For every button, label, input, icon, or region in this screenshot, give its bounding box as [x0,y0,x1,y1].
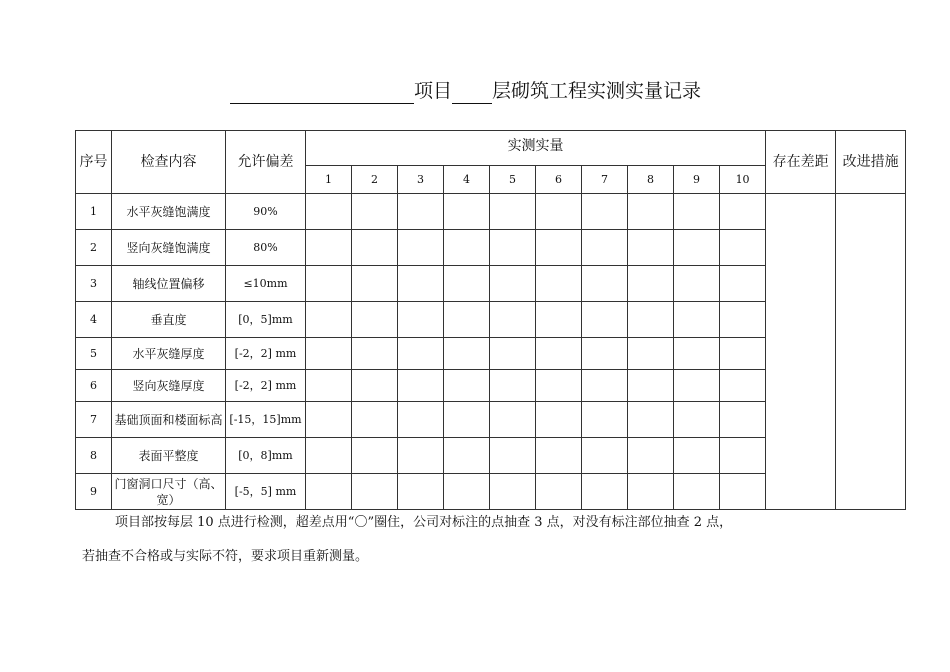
header-tolerance: 允许偏差 [226,131,306,194]
header-measured: 实测实量 [306,131,766,166]
table-row [76,194,906,230]
measurement-cell[interactable] [674,230,720,266]
title-part1: 项目 [414,80,453,102]
measurement-cell[interactable] [306,338,352,370]
header-point-10: 10 [720,166,766,194]
row-number: 7 [76,402,112,438]
measurement-cell[interactable] [582,194,628,230]
measurement-cell[interactable] [582,370,628,402]
measurement-cell[interactable] [582,230,628,266]
measurement-cell[interactable] [674,370,720,402]
measurement-cell[interactable] [628,194,674,230]
measurement-cell[interactable] [352,438,398,474]
row-number: 5 [76,338,112,370]
measurement-cell[interactable] [306,302,352,338]
measurement-cell[interactable] [398,474,444,510]
measurement-cell[interactable] [628,302,674,338]
measurement-cell[interactable] [536,194,582,230]
measurement-cell[interactable] [720,230,766,266]
tolerance-value: [-2，2] mm [226,370,306,402]
inspection-item: 基础顶面和楼面标高 [112,402,226,438]
improvement-cell[interactable] [836,194,906,510]
measurement-cell[interactable] [536,370,582,402]
inspection-item: 门窗洞口尺寸（高、宽） [112,474,226,510]
measurement-cell[interactable] [582,266,628,302]
measurement-cell[interactable] [490,194,536,230]
measurement-cell[interactable] [582,338,628,370]
header-point-4: 4 [444,166,490,194]
note-line-2: 若抽查不合格或与实际不符，要求项目重新测量。 [82,549,369,564]
measurement-cell[interactable] [352,194,398,230]
measurement-cell[interactable] [720,474,766,510]
measurement-cell[interactable] [490,266,536,302]
row-number: 4 [76,302,112,338]
measurement-cell[interactable] [306,438,352,474]
measurement-cell[interactable] [628,370,674,402]
measurement-cell[interactable] [306,402,352,438]
measurement-cell[interactable] [444,230,490,266]
tolerance-value: [0，8]mm [226,438,306,474]
measurement-cell[interactable] [674,194,720,230]
measurement-cell[interactable] [490,230,536,266]
header-improve: 改进措施 [836,131,906,194]
measurement-cell[interactable] [536,474,582,510]
tolerance-value: 80% [226,230,306,266]
gap-cell[interactable] [766,194,836,510]
measurement-cell[interactable] [352,474,398,510]
measurement-cell[interactable] [398,194,444,230]
measurement-cell[interactable] [490,370,536,402]
measurement-cell[interactable] [490,474,536,510]
tolerance-value: [-15，15]mm [226,402,306,438]
inspection-item: 竖向灰缝饱满度 [112,230,226,266]
inspection-item: 轴线位置偏移 [112,266,226,302]
measurement-cell[interactable] [720,338,766,370]
project-name-blank[interactable] [230,79,414,104]
header-seq: 序号 [76,131,112,194]
tolerance-value: ≤10mm [226,266,306,302]
measurement-cell[interactable] [490,302,536,338]
header-point-2: 2 [352,166,398,194]
measurement-cell[interactable] [352,338,398,370]
tolerance-value: [-2，2] mm [226,338,306,370]
measurement-cell[interactable] [444,370,490,402]
row-number: 2 [76,230,112,266]
inspection-item: 水平灰缝饱满度 [112,194,226,230]
measurement-cell[interactable] [628,438,674,474]
header-point-7: 7 [582,166,628,194]
header-point-1: 1 [306,166,352,194]
measurement-cell[interactable] [720,302,766,338]
row-number: 1 [76,194,112,230]
measurement-cell[interactable] [674,302,720,338]
inspection-table [75,130,906,510]
measurement-cell[interactable] [536,438,582,474]
measurement-cell[interactable] [582,438,628,474]
measurement-cell[interactable] [720,438,766,474]
measurement-cell[interactable] [490,438,536,474]
measurement-cell[interactable] [720,194,766,230]
measurement-cell[interactable] [444,402,490,438]
measurement-cell[interactable] [720,402,766,438]
measurement-cell[interactable] [306,194,352,230]
measurement-cell[interactable] [352,302,398,338]
measurement-cell[interactable] [536,302,582,338]
title-part2: 层砌筑工程实测实量记录 [492,80,702,102]
measurement-cell[interactable] [306,230,352,266]
measurement-cell[interactable] [352,402,398,438]
row-number: 6 [76,370,112,402]
measurement-cell[interactable] [720,370,766,402]
measurement-cell[interactable] [352,230,398,266]
inspection-item: 垂直度 [112,302,226,338]
inspection-item: 竖向灰缝厚度 [112,370,226,402]
measurement-cell[interactable] [490,338,536,370]
header-gap: 存在差距 [766,131,836,194]
row-number: 3 [76,266,112,302]
tolerance-value: 90% [226,194,306,230]
measurement-cell[interactable] [720,266,766,302]
header-point-6: 6 [536,166,582,194]
measurement-cell[interactable] [674,474,720,510]
inspection-item: 水平灰缝厚度 [112,338,226,370]
measurement-cell[interactable] [306,370,352,402]
measurement-cell[interactable] [444,338,490,370]
measurement-cell[interactable] [398,370,444,402]
measurement-cell[interactable] [352,266,398,302]
measurement-cell[interactable] [628,474,674,510]
floor-number-blank[interactable] [452,79,492,104]
header-content: 检查内容 [112,131,226,194]
tolerance-value: [-5，5] mm [226,474,306,510]
inspection-item: 表面平整度 [112,438,226,474]
measurement-cell[interactable] [444,266,490,302]
note-line-1: 项目部按每层 10 点进行检测，超差点用“〇”圈住，公司对标注的点抽查 3 点，对没有标注部位抽查 2 点， [115,515,733,530]
measurement-cell[interactable] [306,474,352,510]
measurement-cell[interactable] [536,402,582,438]
measurement-cell[interactable] [490,402,536,438]
measurement-cell[interactable] [444,438,490,474]
header-point-3: 3 [398,166,444,194]
measurement-cell[interactable] [398,402,444,438]
measurement-cell[interactable] [398,230,444,266]
row-number: 8 [76,438,112,474]
measurement-cell[interactable] [444,194,490,230]
measurement-cell[interactable] [628,266,674,302]
tolerance-value: [0，5]mm [226,302,306,338]
record-title [230,78,750,108]
measurement-cell[interactable] [628,338,674,370]
measurement-cell[interactable] [444,302,490,338]
measurement-cell[interactable] [674,438,720,474]
measurement-cell[interactable] [674,402,720,438]
measurement-cell[interactable] [398,266,444,302]
measurement-cell[interactable] [398,338,444,370]
measurement-cell[interactable] [398,438,444,474]
header-point-9: 9 [674,166,720,194]
row-number: 9 [76,474,112,510]
measurement-cell[interactable] [352,370,398,402]
measurement-cell[interactable] [674,266,720,302]
measurement-cell[interactable] [582,402,628,438]
header-point-8: 8 [628,166,674,194]
measurement-cell[interactable] [674,338,720,370]
measurement-cell[interactable] [444,474,490,510]
measurement-cell[interactable] [628,402,674,438]
header-point-5: 5 [490,166,536,194]
measurement-cell[interactable] [582,474,628,510]
measurement-cell[interactable] [536,230,582,266]
measurement-cell[interactable] [536,338,582,370]
measurement-cell[interactable] [582,302,628,338]
measurement-cell[interactable] [306,266,352,302]
measurement-cell[interactable] [398,302,444,338]
measurement-cell[interactable] [536,266,582,302]
measurement-cell[interactable] [628,230,674,266]
